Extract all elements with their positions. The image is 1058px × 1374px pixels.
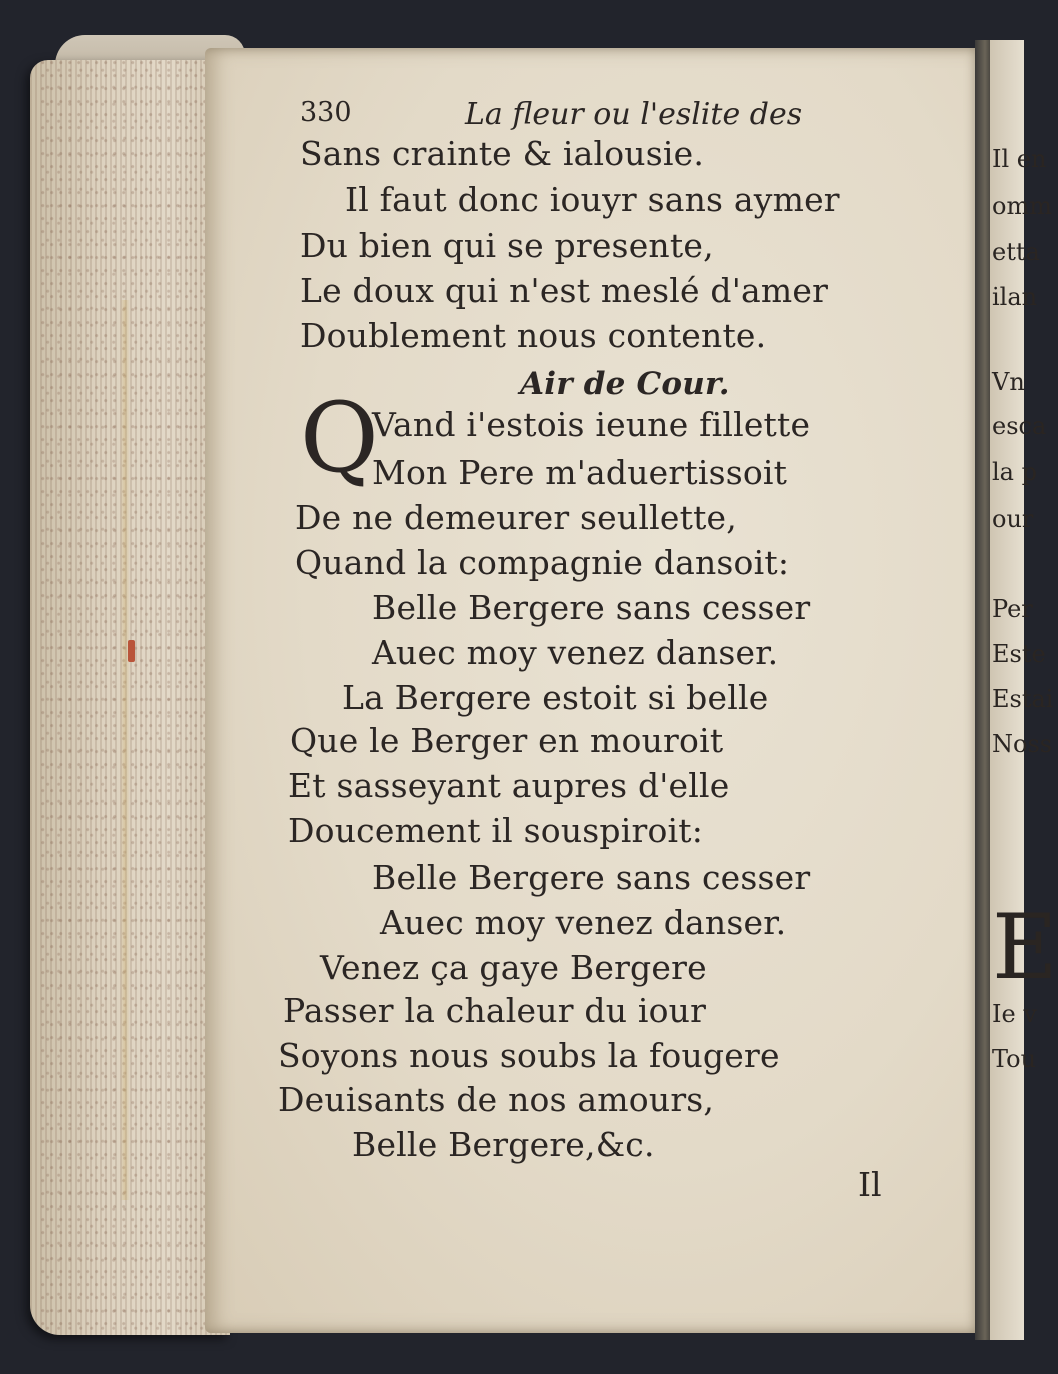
facing-fragment: ilan	[992, 283, 1038, 311]
song-line: La Bergere estoit si belle	[342, 678, 769, 717]
song-refrain: Belle Bergere sans cesser	[372, 588, 811, 627]
facing-fragment: la p	[992, 458, 1037, 486]
red-edge-mark	[128, 640, 135, 662]
facing-fragment: omm	[992, 192, 1052, 220]
verse-line: Le doux qui n'est meslé d'amer	[300, 271, 829, 310]
song-line: Deuisants de nos amours,	[278, 1080, 715, 1119]
song-line: Soyons nous soubs la fougere	[278, 1036, 780, 1075]
song-line: Passer la chaleur du iour	[283, 991, 707, 1030]
facing-fragment: Vn	[992, 368, 1025, 396]
song-line: Doucement il souspiroit:	[288, 811, 704, 850]
page-block-edge	[30, 60, 230, 1335]
facing-fragment: Il en	[992, 145, 1047, 173]
facing-fragment: etta	[992, 238, 1040, 266]
song-line: Et sasseyant aupres d'elle	[288, 766, 730, 805]
verse-line: Il faut donc iouyr sans aymer	[345, 180, 840, 219]
facing-fragment: Estai	[992, 685, 1054, 713]
facing-drop-cap: E	[992, 895, 1058, 1000]
song-refrain: Auec moy venez danser.	[372, 633, 779, 672]
facing-fragment: Per	[992, 595, 1033, 623]
song-line: Quand la compagnie dansoit:	[295, 543, 790, 582]
facing-fragment: our	[992, 505, 1034, 533]
facing-fragment: Ie v	[992, 1000, 1037, 1028]
facing-page-edge	[990, 40, 1058, 1340]
song-line: Mon Pere m'aduertissoit	[372, 453, 788, 492]
edge-tint	[120, 300, 130, 1200]
song-line: Que le Berger en mouroit	[290, 721, 724, 760]
signature-mark: Il	[858, 1165, 882, 1204]
song-refrain: Belle Bergere sans cesser	[372, 858, 811, 897]
song-line: De ne demeurer seullette,	[295, 498, 737, 537]
verse-line: Du bien qui se presente,	[300, 226, 714, 265]
facing-fragment: Noss	[992, 730, 1053, 758]
song-line: Vand i'estois ieune fillette	[372, 405, 811, 444]
facing-fragment: esca	[992, 412, 1047, 440]
song-line: Venez ça gaye Bergere	[320, 948, 707, 987]
page-number: 330	[300, 97, 352, 128]
running-title: La fleur ou l'eslite des	[465, 97, 803, 132]
song-heading: Air de Cour.	[520, 366, 730, 402]
facing-fragment: Tou	[992, 1045, 1037, 1073]
facing-fragment: Este	[992, 640, 1046, 668]
verse-line: Doublement nous contente.	[300, 316, 767, 355]
drop-cap: Q	[300, 382, 379, 494]
song-refrain: Belle Bergere,&c.	[352, 1125, 655, 1164]
verse-line: Sans crainte & ialousie.	[300, 134, 705, 173]
song-refrain: Auec moy venez danser.	[380, 903, 787, 942]
